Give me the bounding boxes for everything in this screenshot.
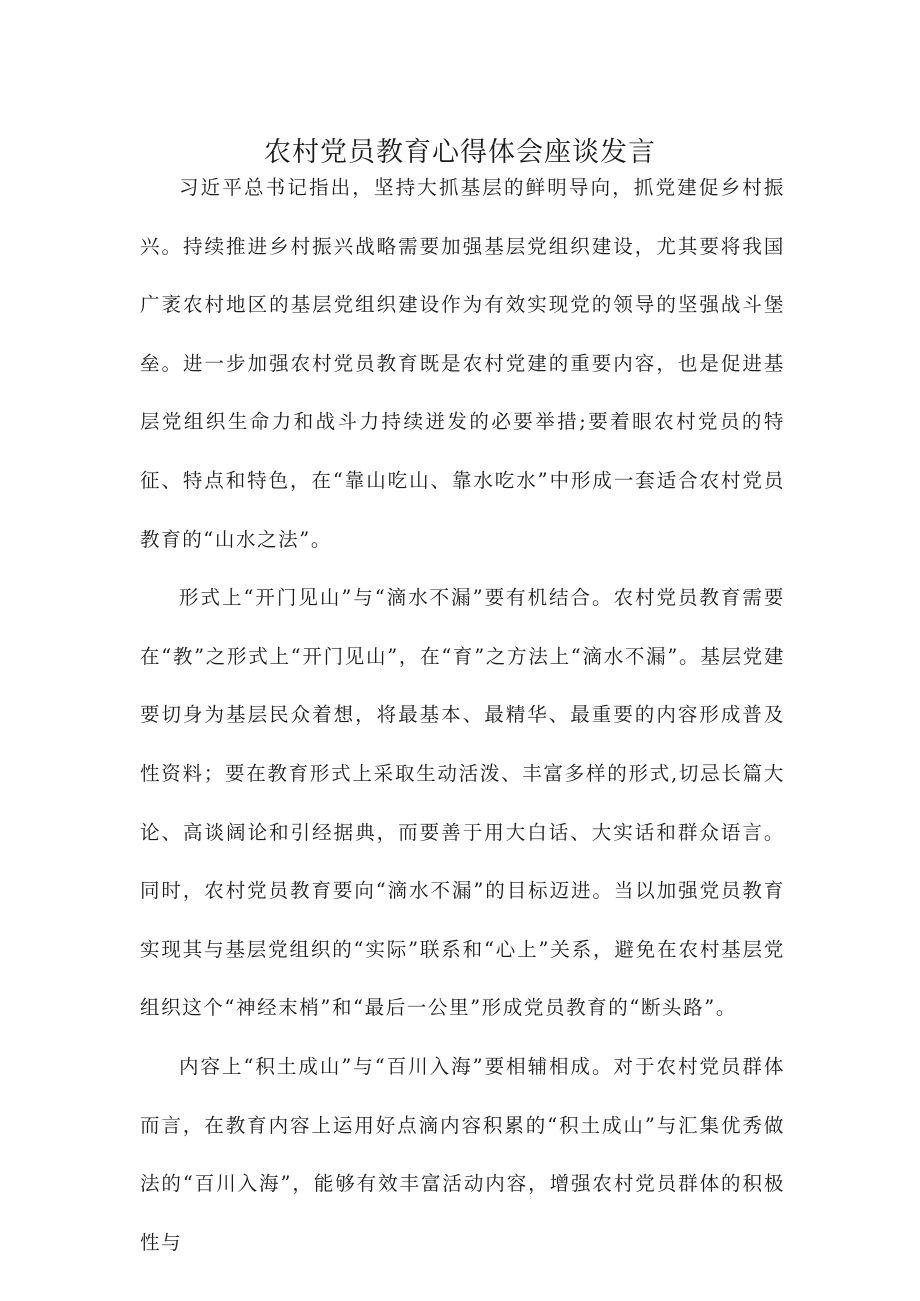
paragraph-3: 内容上“积土成山”与“百川入海”要相辅相成。对于农村党员群体而言，在教育内容上运用好点滴内容积累的“积土成山”与汇集优秀做法的“百川入海”，能够有效丰富活动内容，增强农村党员群体的积极性与 xyxy=(140,1054,785,1254)
paragraph-2: 形式上“开门见山”与“滴水不漏”要有机结合。农村党员教育需要在“教”之形式上“开门见山”，在“育”之方法上“滴水不漏”。基层党建要切身为基层民众着想，将最基本、最精华、最重要的内容形成普及性资料；要在教育形式上采取生动活泼、丰富多样的形式,切忌长篇大论、高谈阔论和引经据典，而要善于用大白话、大实话和群众语言。同时，农村党员教育要向“滴水不漏”的目标迈进。当以加强党员教育实现其与基层党组织的“实际”联系和“心上”关系，避免在农村基层党组织这个“神经末梢”和“最后一公里”形成党员教育的“断头路”。 xyxy=(140,586,785,1020)
paragraph-1: 习近平总书记指出，坚持大抓基层的鲜明导向，抓党建促乡村振兴。持续推进乡村振兴战略需要加强基层党组织建设，尤其要将我国广袤农村地区的基层党组织建设作为有效实现党的领导的坚强战斗堡垒。进一步加强农村党员教育既是农村党建的重要内容，也是促进基层党组织生命力和战斗力持续迸发的必要举措;要着眼农村党员的特征、特点和特色，在“靠山吃山、靠水吃水”中形成一套适合农村党员教育的“山水之法”。 xyxy=(140,176,785,551)
document-title: 农村党员教育心得体会座谈发言 xyxy=(264,137,656,168)
document-body xyxy=(140,159,785,1272)
